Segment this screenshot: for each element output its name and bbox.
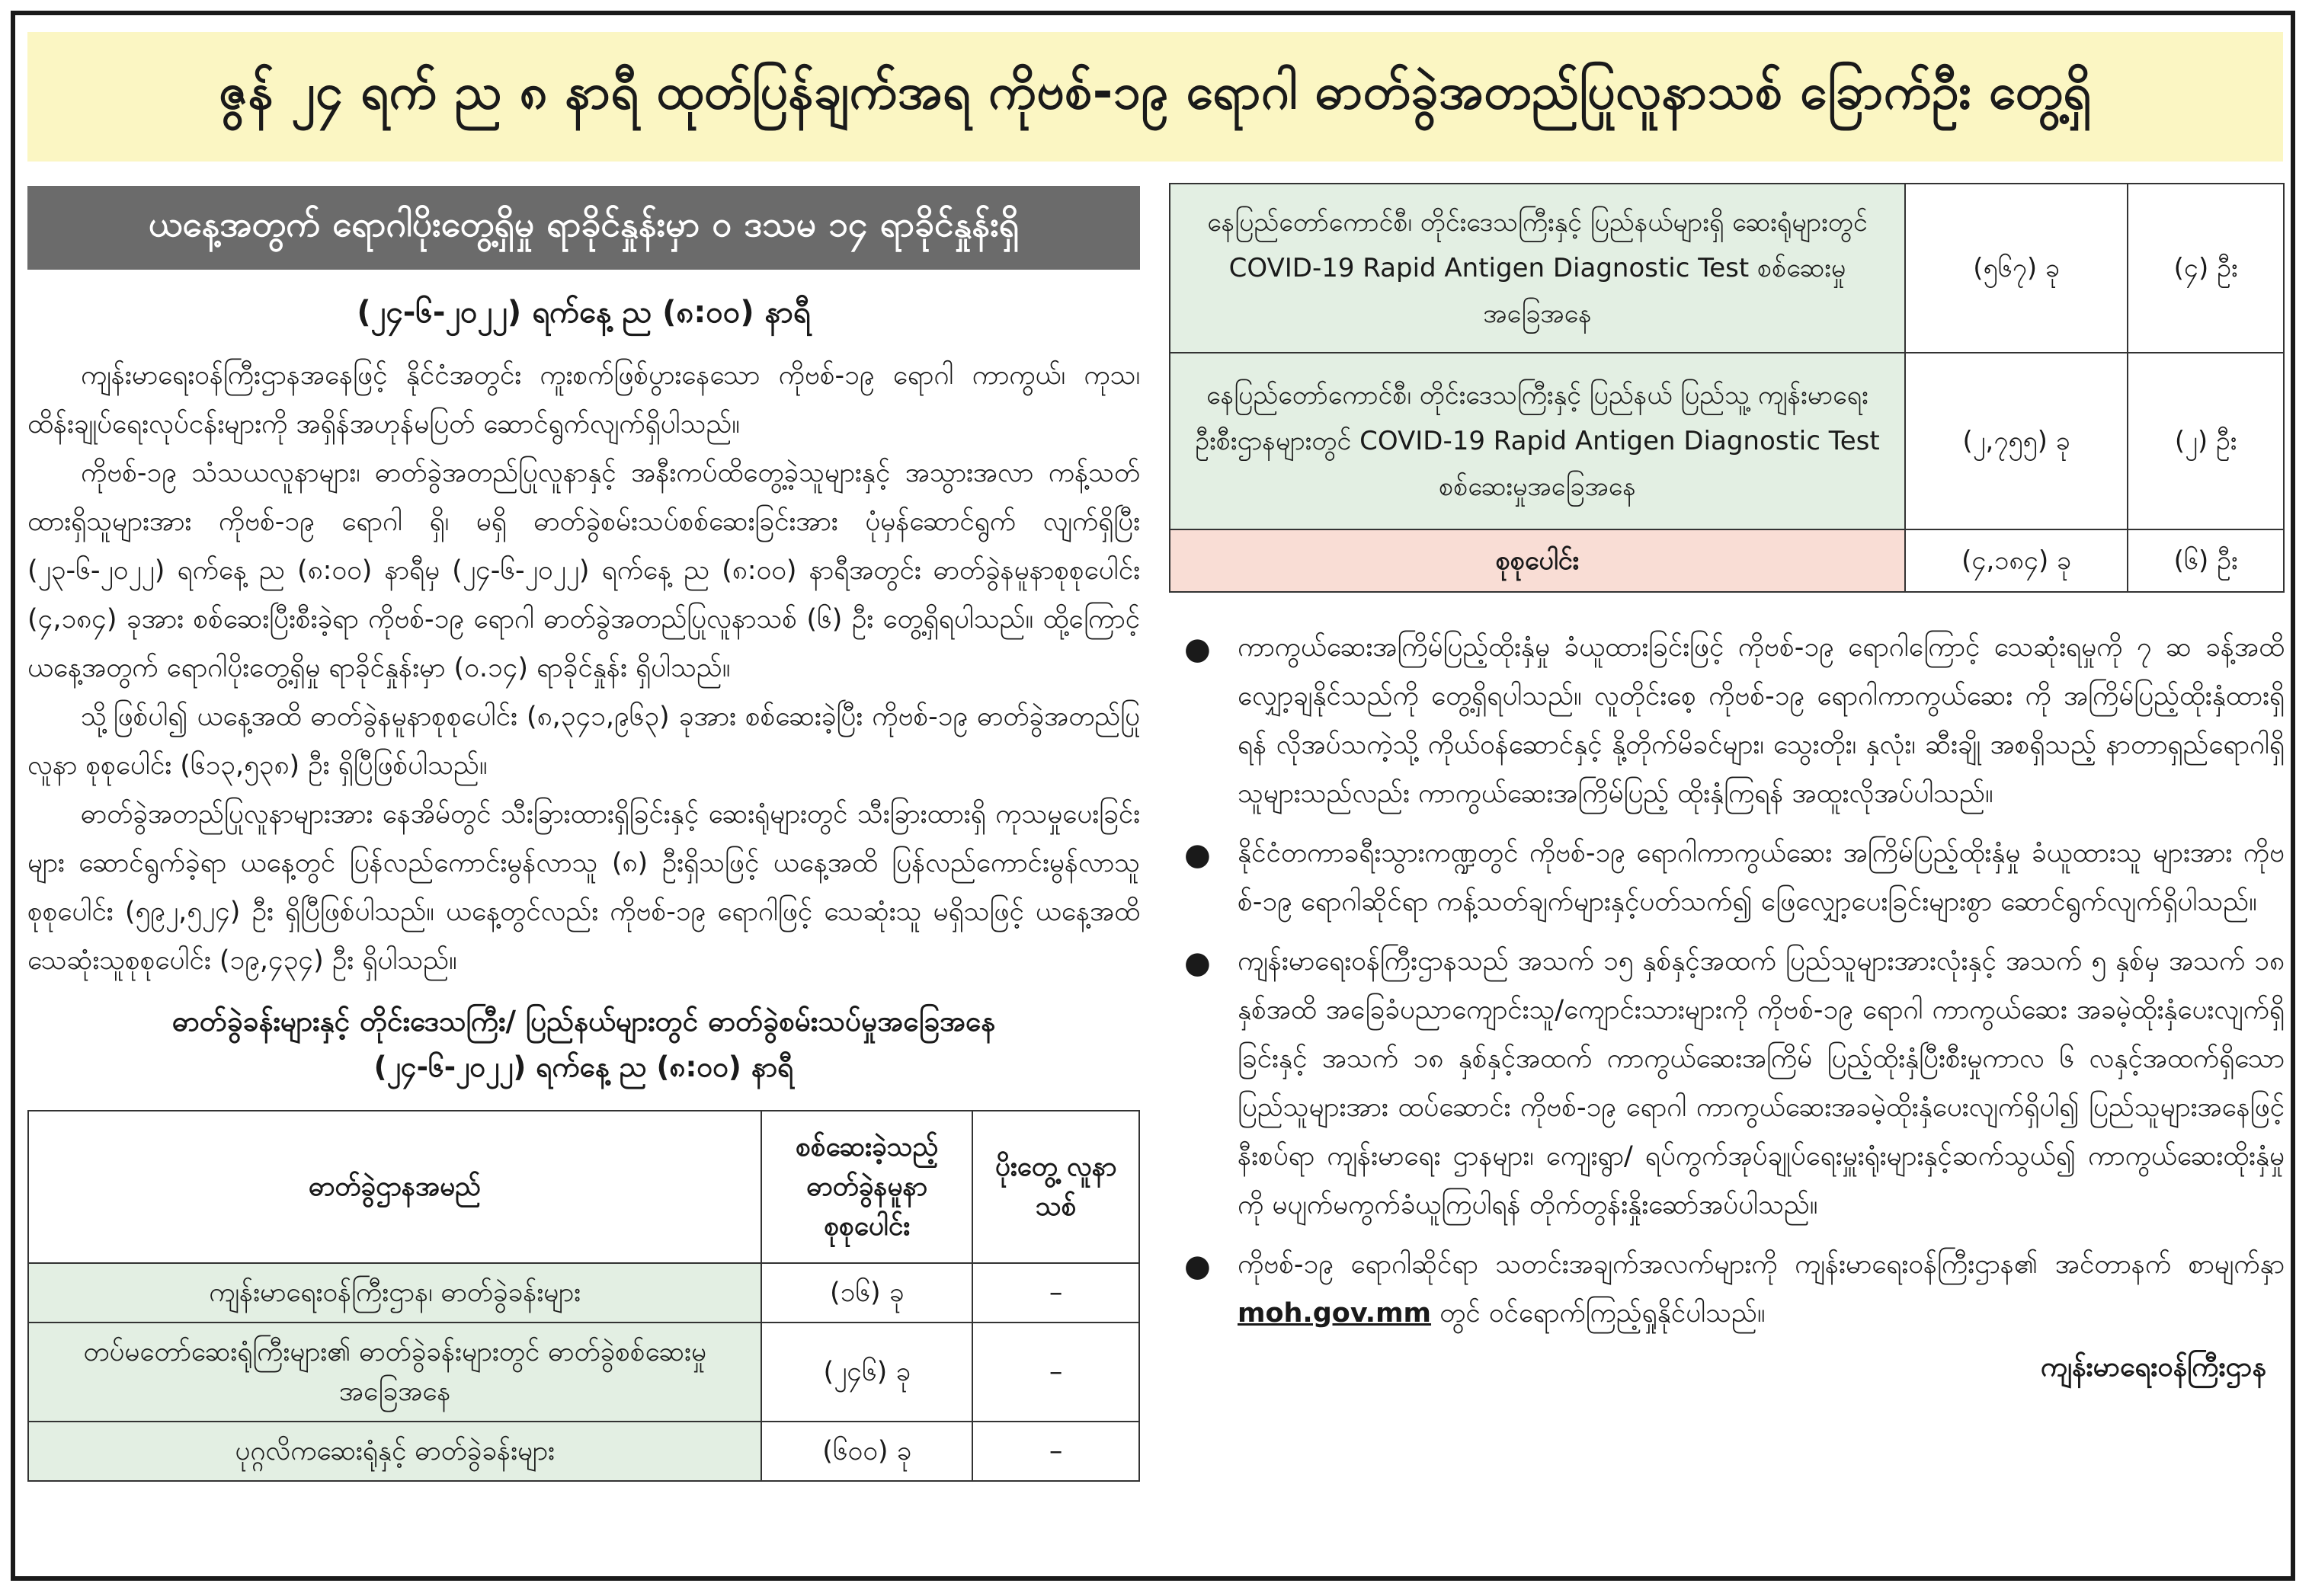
lab-table-title-line-2: (၂၄-၆-၂၀၂၂) ရက်နေ့ ည (၈:၀၀) နာရီ	[373, 1051, 794, 1083]
header-lab-name: ဓာတ်ခွဲဌာနအမည်	[28, 1111, 761, 1263]
bullet-dot: ●	[1184, 945, 1211, 980]
table-row	[28, 1422, 1139, 1481]
table-row	[1170, 353, 2284, 529]
bullet-dot: ●	[1184, 632, 1211, 667]
left-column	[27, 186, 1140, 1482]
paragraph-3: သို့ဖြစ်ပါ၍ ယနေ့အထိ ဓာတ်ခွဲနမူနာစုစုပေါင်း (၈,၃၄၁,၉၆၃) ခုအား စစ်ဆေးခဲ့ပြီး ကိုဗစ်-၁၉ ဓာတ်ခွဲအတည်ပြုလူနာ စုစုပေါင်း (၆၁၃,၅၃၈) ဦး ရှိပြီဖြစ်ပါသည်။	[27, 702, 1140, 781]
positivity-subheading: ယနေ့အတွက် ရောဂါပိုးတွေ့ရှိမှု ရာခိုင်နှုန်းမှာ ၀ ဒသမ ၁၄ ရာခိုင်နှုန်းရှိ	[27, 186, 1140, 270]
positive-cell: –	[972, 1263, 1139, 1323]
lab-name-cell: နေပြည်တော်ကောင်စီ၊ တိုင်းဒေသကြီးနှင့် ပြည်နယ်များရှိ ဆေးရုံများတွင် COVID-19 Rapid Antigen Diagnostic Test စစ်ဆေးမှုအခြေအနေ	[1170, 184, 1905, 353]
bullet-dot: ●	[1184, 837, 1211, 872]
total-label-cell: စုစုပေါင်း	[1170, 529, 1905, 592]
ministry-signature: ကျန်းမာရေးဝန်ကြီးဌာန	[2040, 1351, 2266, 1383]
paragraph-4: ဓာတ်ခွဲအတည်ပြုလူနာများအား နေအိမ်တွင် သီးခြားထားရှိခြင်းနှင့် ဆေးရုံများတွင် သီးခြားထားရှိ ကုသမှုပေးခြင်းများ ဆောင်ရွက်ခဲ့ရာ ယနေ့တွင် ပြန်လည်ကောင်းမွန်လာသူ (၈) ဦးရှိသဖြင့် ယနေ့အထိ ပြန်လည်ကောင်းမွန်လာသူ စုစုပေါင်း (၅၉၂,၅၂၄) ဦး ရှိပြီဖြစ်ပါသည်။ ယနေ့တွင်လည်း ကိုဗစ်-၁၉ ရောဂါဖြင့် သေဆုံးသူ မရှိသဖြင့် ယနေ့အထိ သေဆုံးသူစုစုပေါင်း (၁၉,၄၃၄) ဦး ရှိပါသည်။	[27, 799, 1140, 976]
table-header-row	[28, 1111, 1139, 1263]
total-samples-cell: (၄,၁၈၄) ခု	[1905, 529, 2128, 592]
table-row	[28, 1323, 1139, 1422]
bullet-website	[1169, 1240, 2285, 1338]
bullet-vaccine-effect	[1169, 623, 2285, 818]
header-samples: စစ်ဆေးခဲ့သည့် ဓာတ်ခွဲနမူနာ စုစုပေါင်း	[761, 1111, 972, 1263]
lab-testing-table	[27, 1110, 1140, 1482]
samples-cell: (၂,၇၅၅) ခု	[1905, 353, 2128, 529]
header-positive: ပိုးတွေ့ လူနာသစ်	[972, 1111, 1139, 1263]
bullet-text: ကျန်းမာရေးဝန်ကြီးဌာနသည် အသက် ၁၅ နှစ်နှင့်အထက် ပြည်သူများအားလုံးနှင့် အသက် ၅ နှစ်မှ အသက် ၁၈ နှစ်အထိ အခြေခံပညာကျောင်းသူ/ကျောင်းသားများကို ကိုဗစ်-၁၉ ရောဂါ ကာကွယ်ဆေး အခမဲ့ထိုးနှံပေးလျက်ရှိခြင်းနှင့် အသက် ၁၈ နှစ်နှင့်အထက် ကာကွယ်ဆေးအကြိမ် ပြည့်ထိုးနှံပြီးစီးမှုကာလ ၆ လနှင့်အထက်ရှိသော ပြည်သူများအား ထပ်ဆောင်း ကိုဗစ်-၁၉ ရောဂါ ကာကွယ်ဆေးအခမဲ့ထိုးနှံပေးလျက်ရှိပါ၍ ပြည်သူများအနေဖြင့် နီးစပ်ရာ ကျန်းမာရေး ဌာနများ၊ ကျေးရွာ/ ရပ်ကွက်အုပ်ချုပ်ရေးမှူးရုံးများနှင့်ဆက်သွယ်၍ ကာကွယ်ဆေးထိုးနှံမှုကို မပျက်မကွက်ခံယူကြပါရန် တိုက်တွန်းနှိုးဆော်အပ်ပါသည်။	[1238, 946, 2285, 1220]
bullet-text-suffix: တွင် ဝင်ရောက်ကြည့်ရှုနိုင်ပါသည်။	[1431, 1298, 1766, 1329]
positive-cell: –	[972, 1323, 1139, 1422]
right-column	[1169, 183, 2285, 1390]
website-link[interactable]: moh.gov.mm	[1238, 1298, 1432, 1329]
lab-name-cell: ကျန်းမာရေးဝန်ကြီးဌာန၊ ဓာတ်ခွဲခန်းများ	[28, 1263, 761, 1323]
notice-bullets	[1169, 623, 2285, 1338]
bullet-dot: ●	[1184, 1249, 1211, 1284]
samples-cell: (၆၀၀) ခု	[761, 1422, 972, 1481]
bullet-text: နိုင်ငံတကာခရီးသွားကဏ္ဍတွင် ကိုဗစ်-၁၉ ရောဂါကာကွယ်ဆေး အကြိမ်ပြည့်ထိုးနှံမှု ခံယူထားသူ များအား ကိုဗစ်-၁၉ ရောဂါဆိုင်ရာ ကန့်သတ်ချက်များနှင့်ပတ်သက်၍ ဖြေလျှော့ပေးခြင်းများစွာ ဆောင်ရွက်လျက်ရှိပါသည်။	[1238, 838, 2285, 917]
paragraph-2: ကိုဗစ်-၁၉ သံသယလူနာများ၊ ဓာတ်ခွဲအတည်ပြုလူနာနှင့် အနီးကပ်ထိတွေ့ခဲ့သူများနှင့် အသွားအလာ ကန့်သတ်ထားရှိသူများအား ကိုဗစ်-၁၉ ရောဂါ ရှိ၊ မရှိ ဓာတ်ခွဲစမ်းသပ်စစ်ဆေးခြင်းအား ပုံမှန်ဆောင်ရွက် လျက်ရှိပြီး (၂၃-၆-၂၀၂၂) ရက်နေ့ ည (၈:၀၀) နာရီမှ (၂၄-၆-၂၀၂၂) ရက်နေ့ ည (၈:၀၀) နာရီအတွင်း ဓာတ်ခွဲနမူနာစုစုပေါင်း (၄,၁၈၄) ခုအား စစ်ဆေးပြီးစီးခဲ့ရာ ကိုဗစ်-၁၉ ရောဂါ ဓာတ်ခွဲအတည်ပြုလူနာသစ် (၆) ဦး တွေ့ရှိရပါသည်။ ထို့ကြောင့် ယနေ့အတွက် ရောဂါပိုးတွေ့ရှိမှု ရာခိုင်နှုန်းမှာ (၀.၁၄) ရာခိုင်နှုန်း ရှိပါသည်။	[27, 458, 1140, 683]
lab-name-cell: တပ်မတော်ဆေးရုံကြီးများ၏ ဓာတ်ခွဲခန်းများတွင် ဓာတ်ခွဲစစ်ဆေးမှုအခြေအနေ	[28, 1323, 761, 1422]
bullet-vaccination-drive	[1169, 937, 2285, 1230]
samples-cell: (၅၆၇) ခု	[1905, 184, 2128, 353]
headline: ဇွန် ၂၄ ရက် ည ၈ နာရီ ထုတ်ပြန်ချက်အရ ကိုဗစ်-၁၉ ရောဂါ ဓာတ်ခွဲအတည်ပြုလူနာသစ် ခြောက်ဦး တွေ့ရှိ	[27, 32, 2283, 162]
bullet-travel	[1169, 829, 2285, 926]
samples-cell: (၁၆) ခု	[761, 1263, 972, 1323]
total-positive-cell: (၆) ဦး	[2128, 529, 2284, 592]
bullet-text: ကာကွယ်ဆေးအကြိမ်ပြည့်ထိုးနှံမှု ခံယူထားခြင်းဖြင့် ကိုဗစ်-၁၉ ရောဂါကြောင့် သေဆုံးရမှုကို ၇ ဆ ခန့်အထိ လျှော့ချနိုင်သည်ကို တွေ့ရှိရပါသည်။ လူတိုင်းစေ့ ကိုဗစ်-၁၉ ရောဂါကာကွယ်ဆေး ကို အကြိမ်ပြည့်ထိုးနှံထားရှိရန် လိုအပ်သကဲ့သို့ ကိုယ်ဝန်ဆောင်နှင့် နို့တိုက်မိခင်များ၊ သွေးတိုး၊ နှလုံး၊ ဆီးချို အစရှိသည့် နာတာရှည်ရောဂါရှိသူများသည်လည်း ကာကွယ်ဆေးအကြိမ်ပြည့် ထိုးနှံကြရန် အထူးလိုအပ်ပါသည်။	[1238, 632, 2285, 809]
positive-cell: –	[972, 1422, 1139, 1481]
lab-table-title-line-1: ဓာတ်ခွဲခန်းများနှင့် တိုင်းဒေသကြီး/ ပြည်နယ်များတွင် ဓာတ်ခွဲစမ်းသပ်မှုအခြေအနေ	[171, 1005, 996, 1038]
rapid-antigen-table	[1169, 183, 2285, 593]
samples-cell: (၂၄၆) ခု	[761, 1323, 972, 1422]
lab-name-cell: ပုဂ္ဂလိကဆေးရုံနှင့် ဓာတ်ခွဲခန်းများ	[28, 1422, 761, 1481]
lab-table-title	[27, 999, 1140, 1090]
report-dateline: (၂၄-၆-၂၀၂၂) ရက်နေ့ ည (၈:၀၀) နာရီ	[357, 295, 811, 330]
bullet-text-prefix: ကိုဗစ်-၁၉ ရောဂါဆိုင်ရာ သတင်းအချက်အလက်များကို ကျန်းမာရေးဝန်ကြီးဌာန၏ အင်တာနက် စာမျက်နှာ	[1238, 1249, 2285, 1280]
total-row	[1170, 529, 2284, 592]
table-row	[1170, 184, 2284, 353]
paragraph-1: ကျန်းမာရေးဝန်ကြီးဌာနအနေဖြင့် နိုင်ငံအတွင်း ကူးစက်ဖြစ်ပွားနေသော ကိုဗစ်-၁၉ ရောဂါ ကာကွယ်၊ ကုသ၊ ထိန်းချုပ်ရေးလုပ်ငန်းများကို အရှိန်အဟုန်မပြတ် ဆောင်ရွက်လျက်ရှိပါသည်။	[27, 360, 1140, 440]
lab-name-cell: နေပြည်တော်ကောင်စီ၊ တိုင်းဒေသကြီးနှင့် ပြည်နယ် ပြည်သူ့ ကျန်းမာရေးဦးစီးဌာနများတွင် COVID-19 Rapid Antigen Diagnostic Test စစ်ဆေးမှုအခြေအနေ	[1170, 353, 1905, 529]
positive-cell: (၄) ဦး	[2128, 184, 2284, 353]
positive-cell: (၂) ဦး	[2128, 353, 2284, 529]
table-row	[28, 1263, 1139, 1323]
